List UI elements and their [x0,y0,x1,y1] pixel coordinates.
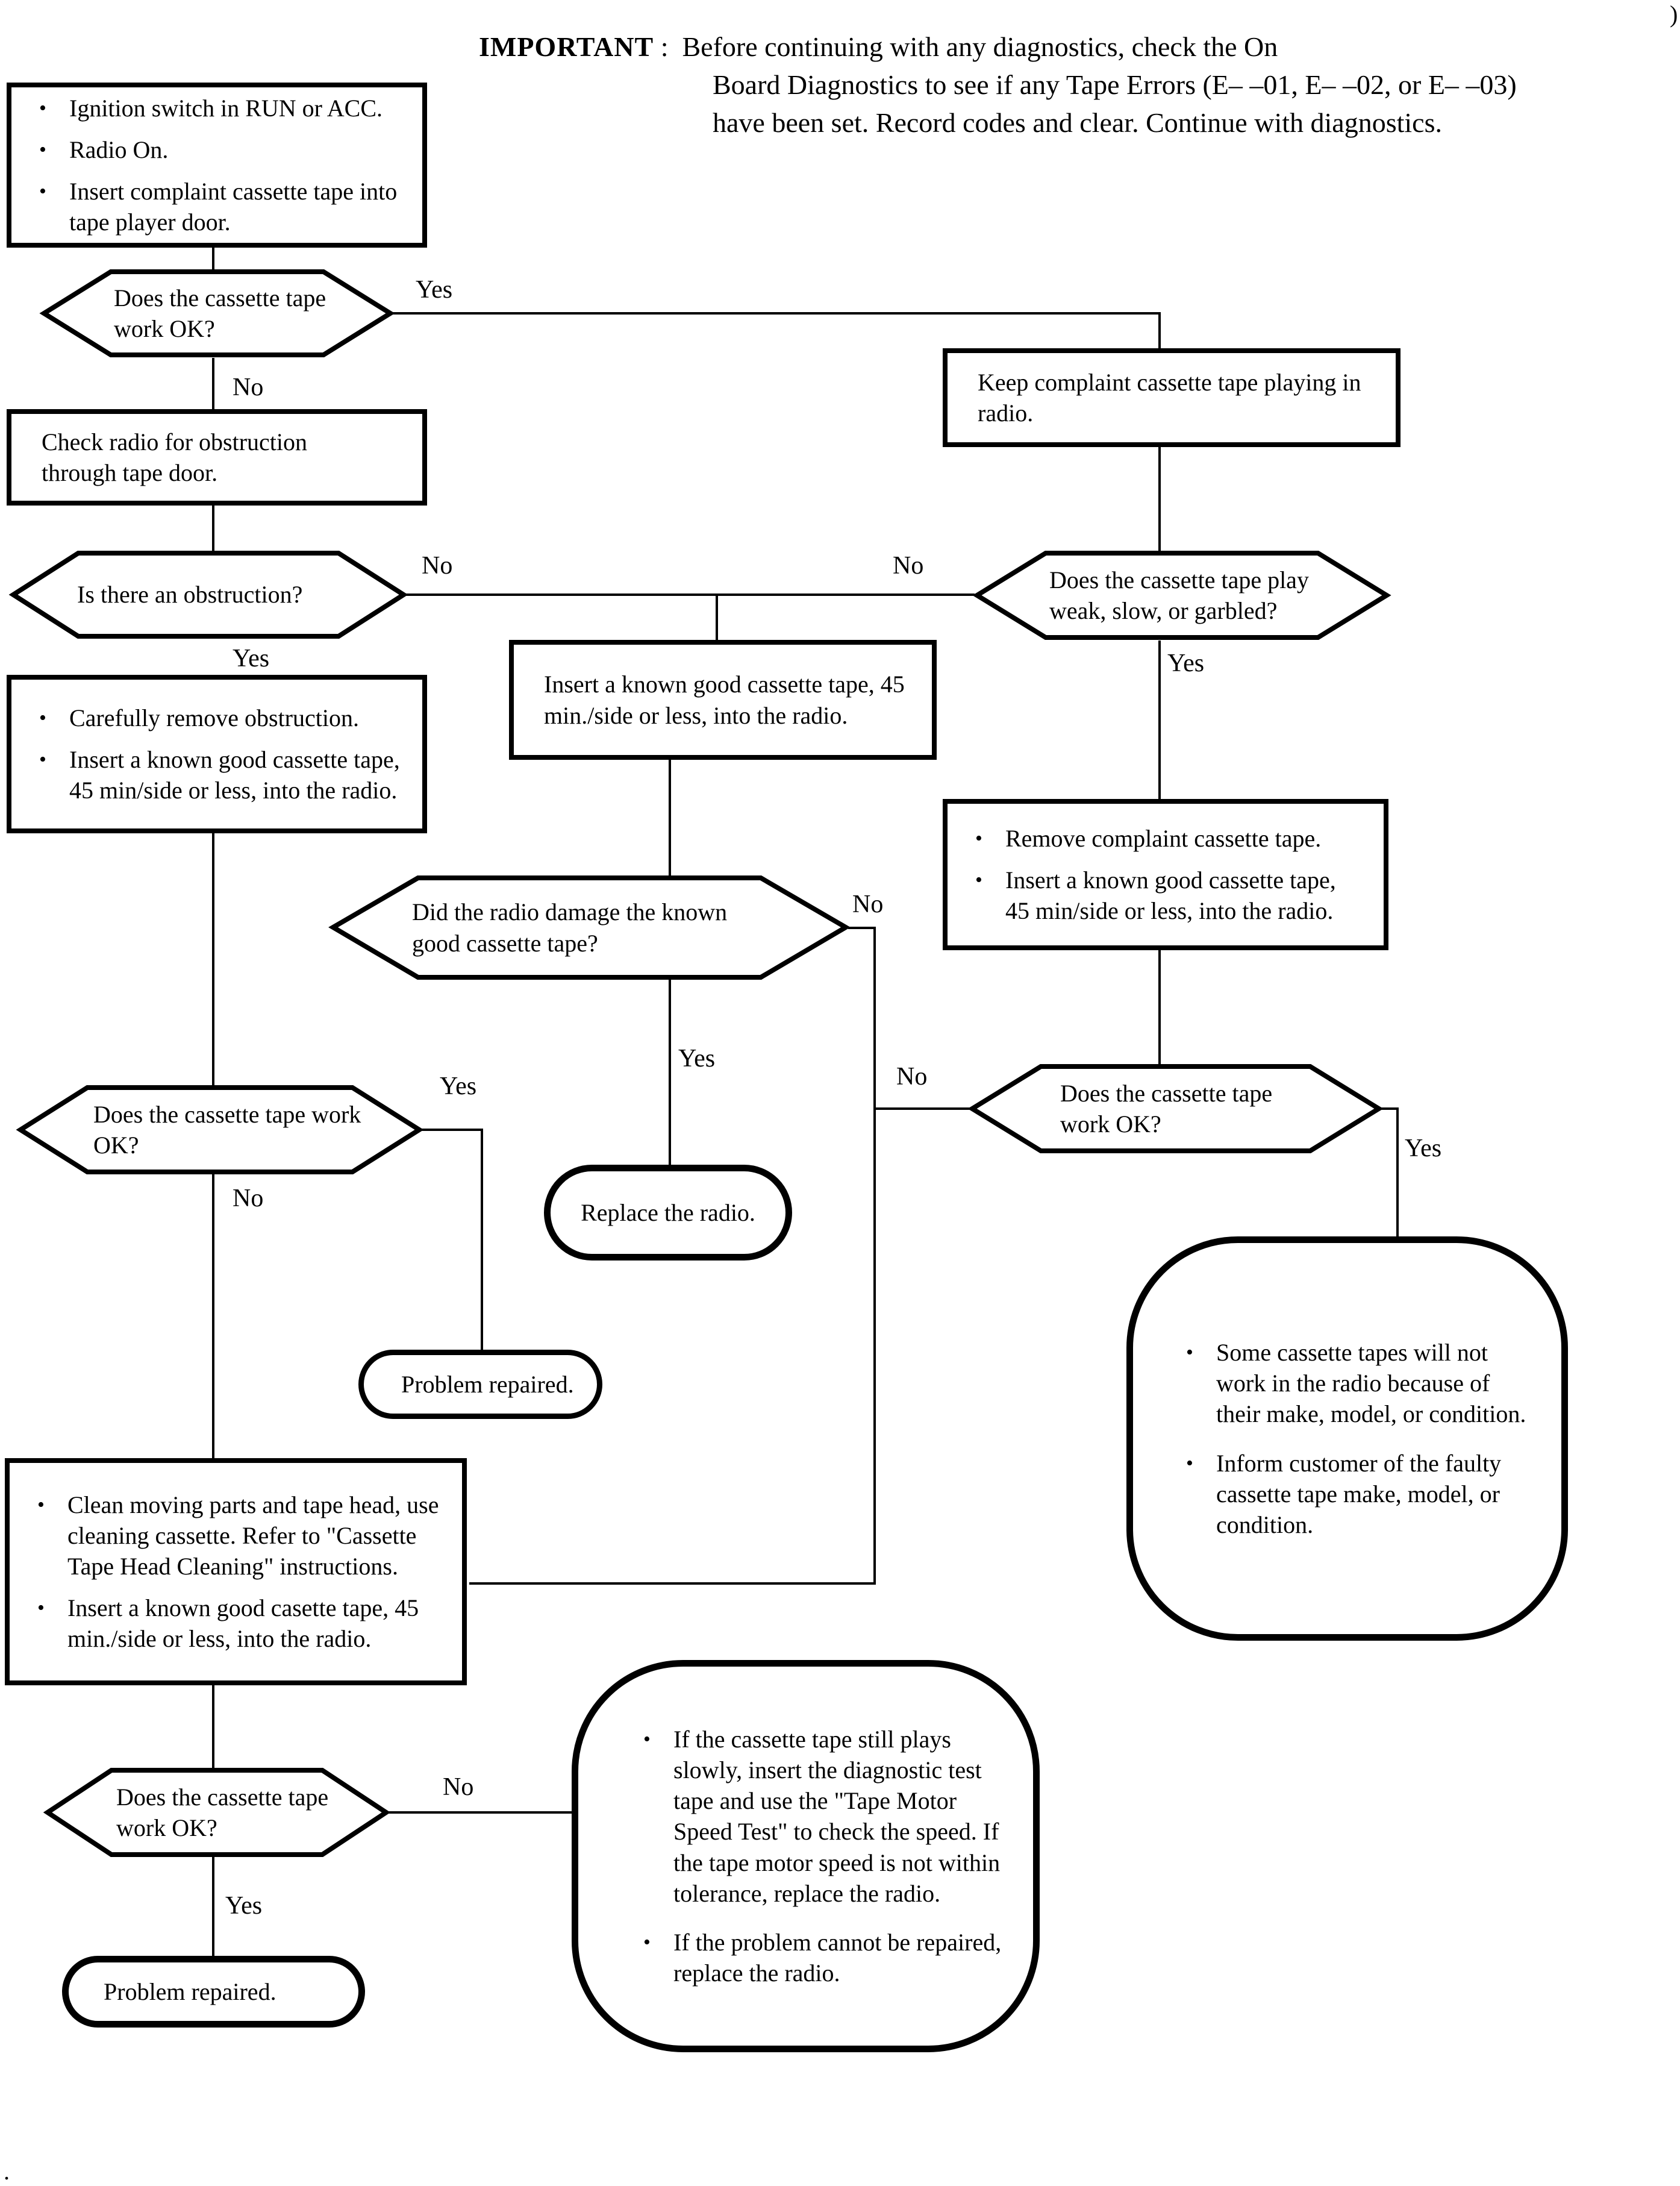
bullet-icon: • [1186,1341,1193,1364]
bullet-item [1186,1337,1531,1430]
terminal-label: Replace the radio. [581,1198,755,1226]
edge-label-no-left: No [233,1185,264,1212]
bullet-item [1186,1448,1531,1541]
decision-label: Is there an obstruction? [77,581,303,609]
decision-cassette-works-bottom [45,1767,389,1858]
terminal-label: Problem repaired. [401,1370,574,1398]
decision-radio-damaged-tape [331,874,848,981]
bullet-item [975,865,1362,926]
page-footer-mark: . [4,2158,10,2185]
decision-label: Does the cassette tape play weak, slow, or garbled? [1049,566,1309,624]
problem-repaired-terminal-1 [358,1350,602,1419]
edge-label-no-weak-slow: No [893,552,924,580]
clean-parts-box [5,1458,467,1685]
bullet-icon: • [975,827,982,850]
decision-label: Does the cassette tape work OK? [1060,1079,1273,1138]
start-box [7,83,427,248]
bullet-text: Insert a known good casette tape, 45 min./side or less, into the radio. [67,1594,419,1653]
bullet-item [39,93,401,124]
remove-complaint-tape-box [943,799,1388,950]
bullet-text: If the cassette tape still plays slowly, insert the diagnostic test tape and use the "Tape Motor Speed Test" to check the speed. If the tape motor speed is not within tolerance, replace the radio. [673,1725,1001,1907]
bullet-icon: • [643,1931,651,1953]
remove-obstruction-box [7,675,427,833]
bullet-text: Insert a known good cassette tape, 45 min/side or less, into the radio. [1005,866,1336,925]
bullet-item [643,1927,1009,1988]
terminal-label: Problem repaired. [104,1978,276,2005]
decision-obstruction [11,550,406,639]
speed-test-note-bubble [572,1660,1040,2052]
replace-radio-terminal [544,1165,792,1261]
box-label: Check radio for obstruction through tape door. [42,428,307,486]
decision-cassette-works-1 [42,269,393,358]
bullet-item [37,1593,440,1654]
edge-label-yes-left: Yes [440,1073,477,1100]
edge-label-yes-weak-slow: Yes [1167,650,1205,677]
bullet-icon: • [643,1727,651,1750]
bullet-text: Remove complaint cassette tape. [1005,824,1322,852]
bullet-icon: • [1186,1452,1193,1474]
bullet-icon: • [39,96,46,119]
bullet-text: Carefully remove obstruction. [69,704,359,731]
important-colon: : [654,31,669,62]
bullet-item [39,703,401,733]
bullet-icon: • [39,706,46,729]
page-corner-mark: ) [1670,1,1678,28]
edge-label-no-obstruction: No [422,552,453,580]
box-label: Insert a known good cassette tape, 45 min./side or less, into the radio. [544,671,905,729]
edge-label-no-damage: No [852,891,884,918]
problem-repaired-terminal-2 [62,1956,365,2028]
check-obstruction-box [7,409,427,506]
edge-label-yes-bottom: Yes [225,1892,263,1920]
header-text-line-1: Before continuing with any diagnostics, check the On [682,31,1278,62]
bullet-item [39,744,401,806]
bullet-text: Clean moving parts and tape head, use cleaning cassette. Refer to "Cassette Tape Head Cleaning" instructions. [67,1491,439,1580]
edge-label-no-top: No [233,374,264,401]
bullet-icon: • [37,1597,45,1620]
bullet-icon: • [39,748,46,771]
bullet-item [39,134,401,165]
insert-good-tape-box [509,640,937,760]
bullet-item [975,823,1362,854]
bullet-item [37,1489,440,1582]
header-text-line-3: have been set. Record codes and clear. Continue with diagnostics. [713,107,1442,138]
decision-label: Does the cassette tape work OK? [114,284,326,342]
edge-label-yes-damage: Yes [678,1045,716,1073]
bullet-icon: • [37,1493,45,1516]
decision-label: Did the radio damage the known good cassette tape? [412,898,728,957]
keep-playing-box [943,348,1401,447]
important-label: IMPORTANT [479,31,654,62]
decision-weak-slow-garbled [975,550,1389,640]
faulty-tape-note-bubble [1126,1236,1568,1641]
bullet-icon: • [975,868,982,891]
bullet-icon: • [39,138,46,161]
bullet-text: If the problem cannot be repaired, replace the radio. [673,1928,1002,1987]
bullet-text: Some cassette tapes will not work in the radio because of their make, model, or condition. [1216,1338,1526,1428]
bullet-text: Insert complaint cassette tape into tape player door. [69,178,398,236]
edge-label-no-bottom: No [443,1773,474,1801]
bullet-item [39,176,401,237]
header [479,28,1623,142]
edge-label-yes-obstruction: Yes [233,645,270,672]
bullet-icon: • [39,180,46,202]
bullet-text: Insert a known good cassette tape, 45 min/side or less, into the radio. [69,745,400,804]
decision-cassette-works-right [970,1063,1381,1154]
bullet-text: Radio On. [69,136,169,163]
header-text-line-2: Board Diagnostics to see if any Tape Errors (E– –01, E– –02, or E– –03) [713,69,1517,100]
edge-label-no-right: No [896,1063,928,1091]
decision-label: Does the cassette tape work OK? [93,1100,361,1159]
bullet-item [643,1724,1009,1909]
bullet-text: Inform customer of the faulty cassette tape make, model, or condition. [1216,1449,1502,1538]
edge-label-yes-top: Yes [416,276,453,304]
decision-cassette-works-left [18,1085,422,1175]
decision-label: Does the cassette tape work OK? [116,1783,329,1841]
box-label: Keep complaint cassette tape playing in radio. [978,368,1361,427]
edge-label-yes-right: Yes [1405,1135,1442,1162]
bullet-text: Ignition switch in RUN or ACC. [69,94,383,122]
header-line-1 [479,28,1623,66]
